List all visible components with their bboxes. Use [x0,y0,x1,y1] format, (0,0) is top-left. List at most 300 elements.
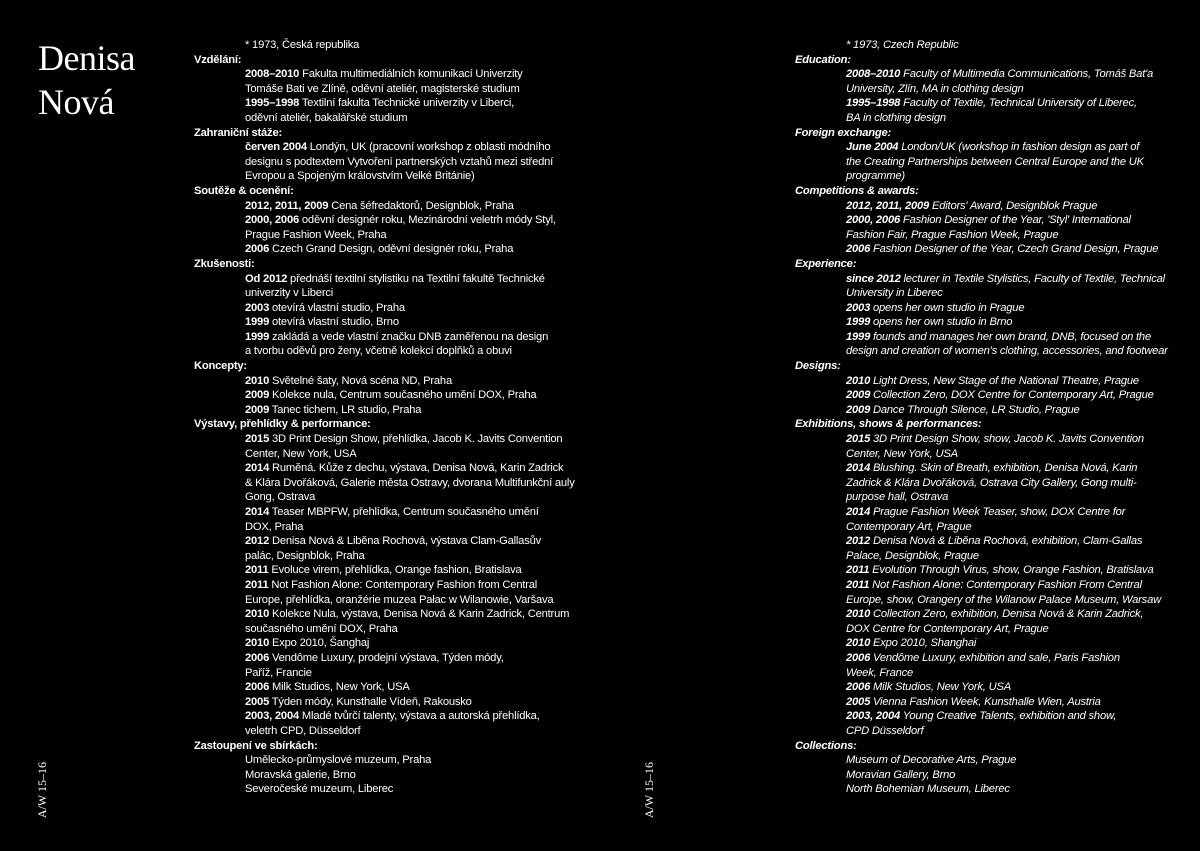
cv-entry [245,140,574,184]
birth-line: * 1973, Česká republika [245,39,360,51]
cv-entry [245,388,574,403]
entry-year: Od 2012 [245,272,288,285]
entry-text: Moravská galerie, Brno [245,768,356,781]
cv-entry [245,374,574,389]
cv-entry [245,330,574,359]
cv-entry [846,563,1175,578]
entry-text: Denisa Nová & Liběna Rochová, exhibition, Clam-Gallas [870,535,1143,548]
cv-entry [245,607,574,636]
entry-year: 2014 [245,506,270,518]
entry-text: Fashion Designer of the Year, 'Styl' International [900,214,1131,227]
entry-line [245,607,574,622]
entry-text: Contemporary Art, Prague [846,520,972,533]
entry-text: Young Creative Talents, exhibition and show, [900,710,1117,723]
entry-year: 2000, 2006 [245,214,299,227]
entry-line [846,695,1175,710]
entry-line [846,286,1175,301]
entry-year: 2012 [846,535,871,548]
entry-text: Collection Zero, DOX Centre for Contemporary Art, Prague [870,389,1154,402]
entry-text: DOX Centre for Contemporary Art, Prague [846,622,1049,635]
entry-line [846,578,1175,593]
entry-year: 2011 [245,564,269,577]
page-folio: A/W 15–16 [642,762,656,819]
entry-line [245,315,574,330]
cv-entry [245,505,574,534]
cv-entry [846,96,1175,125]
entry-line [846,82,1175,97]
entry-text: Milk Studios, New York, USA [269,681,410,694]
cv-czech [194,38,574,797]
entry-year: 2005 [245,695,270,708]
entry-text: současného umění DOX, Praha [245,622,398,635]
entry-line [245,272,574,287]
entry-line [245,213,574,228]
entry-text: Palace, Designblok, Prague [846,549,979,562]
first-name: Denisa [38,38,135,78]
entry-year: 2006 [846,681,871,694]
cv-entry [846,432,1175,461]
entry-text: University, Zlín, MA in clothing design [846,82,1024,95]
section-heading: Experience: [795,257,857,270]
entry-line [846,111,1175,126]
entry-text: design and creation of women's clothing, accessories, and footwear [846,345,1168,358]
entry-text: Czech Grand Design, oděvní designér roku, Praha [269,243,514,256]
entry-line [245,593,574,608]
entry-year: 2014 [846,462,871,475]
entry-line [245,709,574,724]
entry-text: Fashion Designer of the Year, Czech Grand Design, Prague [870,243,1159,256]
entry-line [846,213,1175,228]
entry-line [846,680,1175,695]
entry-year: 1995–1998 [245,97,300,110]
entry-year: 1999 [846,316,871,329]
entry-text: Teaser MBPFW, přehlídka, Centrum současného umění [269,506,539,518]
entry-line [245,753,574,768]
entry-year: 2011 [846,564,870,577]
entry-line [846,476,1175,491]
entry-line [846,505,1175,520]
entry-line [846,301,1175,316]
entry-line [846,461,1175,476]
entry-text: Vendôme Luxury, exhibition and sale, Paris Fashion [870,651,1120,664]
entry-text: Rumĕná. Kůže z dechu, výstava, Denisa Nová, Karin Zadrick [269,462,564,475]
entry-line [846,549,1175,564]
designer-name [38,36,135,124]
entry-line [245,768,574,783]
entry-line [245,82,574,97]
entry-text: Umělecko-průmyslové muzeum, Praha [245,754,432,767]
entry-line [245,622,574,637]
entry-line [846,651,1175,666]
entry-year: 2008–2010 [846,68,901,81]
entry-text: Denisa Nová & Liběna Rochová, výstava Clam-Gallasův [269,535,541,548]
entry-year: 2010 [245,374,270,387]
entry-line [245,432,574,447]
entry-text: Paříž, Francie [245,666,312,679]
entry-line [245,403,574,418]
entry-year: 2012, 2011, 2009 [846,199,930,212]
entry-line [846,330,1175,345]
cv-entry [846,301,1175,316]
cv-entry [245,753,574,768]
entry-line [245,447,574,462]
entry-year: 1999 [245,316,270,329]
entry-text: zakládá a vede vlastní značku DNB zaměřenou na design [269,330,549,343]
entry-text: Londýn, UK (pracovní workshop z oblasti módního [306,141,551,154]
entry-text: Mladé tvůrčí talenty, výstava a autorská přehlídka, [299,710,540,723]
section-heading: Collections: [795,739,857,752]
section-heading: Education: [795,53,851,66]
entry-line [846,67,1175,82]
entry-text: 3D Print Design Show, přehlídka, Jacob K. Javits Convention [269,433,563,446]
cv-entry [245,403,574,418]
entry-text: Faculty of Multimedia Communications, Tomáš Bat'a [900,68,1154,81]
entry-text: oděvní ateliér, bakalářské studium [245,111,408,124]
entry-line [846,344,1175,359]
entry-line [846,636,1175,651]
section-heading: Competitions & awards: [795,184,919,197]
entry-text: purpose hall, Ostrava [846,491,949,504]
entry-text: the Creating Partnerships between Central Europe and the UK [846,155,1144,168]
entry-line [245,388,574,403]
entry-text: University in Liberec [846,287,943,300]
entry-year: 2006 [245,681,270,694]
entry-text: Not Fashion Alone: Contemporary Fashion from Central [268,578,538,591]
entry-line [245,111,574,126]
entry-text: Vienna Fashion Week, Kunsthalle Wien, Austria [870,695,1101,708]
entry-line [846,724,1175,739]
cv-entry [846,330,1175,359]
entry-line [846,593,1175,608]
cv-entry [245,636,574,651]
cv-entry [245,578,574,607]
cv-entry [846,607,1175,636]
entry-line [245,578,574,593]
entry-text: programme) [846,170,905,183]
cv-entry [846,403,1175,418]
cv-entry [245,768,574,783]
section-heading: Výstavy, přehlídky & performance: [194,418,371,431]
entry-text: Moravian Gallery, Brno [846,768,956,781]
entry-year: 2010 [846,637,871,650]
entry-line [245,549,574,564]
entry-line [245,520,574,535]
cv-entry [846,272,1175,301]
entry-year: 2015 [846,433,871,446]
cv-english [795,38,1175,797]
entry-text: Tomáše Bati ve Zlíně, oděvní ateliér, magisterské studium [245,82,520,95]
entry-text: Prague Fashion Week, Praha [245,228,387,241]
entry-year: 2003 [245,301,270,314]
entry-line [846,607,1175,622]
entry-line [245,666,574,681]
entry-line [245,199,574,214]
entry-text: Evoluce virem, přehlídka, Orange fashion, Bratislava [268,564,522,577]
entry-line [245,374,574,389]
entry-year: 2003 [846,301,871,314]
entry-line [245,140,574,155]
entry-line [846,782,1175,797]
cv-entry [245,213,574,242]
cv-entry [846,315,1175,330]
cv-entry [245,680,574,695]
entry-text: Textilní fakulta Technické univerzity v Liberci, [299,97,515,110]
entry-text: Kolekce Nula, výstava, Denisa Nová & Karin Zadrick, Centrum [269,608,570,621]
entry-text: přednáší textilní stylistiku na Textilní fakultě Technické [287,272,545,285]
last-name: Nová [38,82,114,122]
entry-line [846,199,1175,214]
entry-line [846,666,1175,681]
cv-entry [846,753,1175,768]
entry-text: oděvní designér roku, Mezinárodní veletrh módy Styl, [299,214,556,227]
entry-text: Week, France [846,666,914,679]
entry-year: 2006 [846,243,871,256]
entry-line [245,67,574,82]
entry-line [846,432,1175,447]
entry-line [245,301,574,316]
section-heading: Designs: [795,360,841,373]
entry-text: Light Dress, New Stage of the National Theatre, Prague [870,374,1139,387]
entry-text: BA in clothing design [846,111,946,124]
entry-year: 2009 [245,403,270,416]
entry-line [245,651,574,666]
entry-text: Gong, Ostrava [245,491,316,504]
entry-year: since 2012 [846,272,901,285]
entry-year: 2003, 2004 [245,710,299,723]
entry-line [245,96,574,111]
section-heading: Zkušenosti: [194,257,255,270]
entry-year: 2005 [846,695,871,708]
entry-line [846,374,1175,389]
entry-line [846,490,1175,505]
entry-text: Not Fashion Alone: Contemporary Fashion From Central [869,578,1142,591]
entry-line [846,388,1175,403]
entry-year: 1999 [846,330,871,343]
entry-year: 2010 [245,637,270,650]
entry-text: Editors' Award, Designblok Prague [929,199,1098,212]
entry-line [245,461,574,476]
cv-entry [846,534,1175,563]
entry-year: 2014 [846,506,871,518]
entry-text: Fakulta multimediálních komunikací Univerzity [299,68,523,81]
entry-line [245,242,574,257]
cv-entry [846,651,1175,680]
entry-line [846,96,1175,111]
entry-text: designu s podtextem Vytvoření partnerských vztahů mezi střední [245,155,554,168]
entry-line [245,505,574,520]
entry-text: DOX, Praha [245,520,304,533]
entry-line [846,315,1175,330]
entry-line [245,169,574,184]
entry-text: Dance Through Silence, LR Studio, Prague [870,403,1080,416]
cv-entry [846,67,1175,96]
cv-entry [846,578,1175,607]
cv-entry [846,213,1175,242]
entry-text: Evropou a Spojeným královstvím Velké Británie) [245,170,475,183]
entry-text: Kolekce nula, Centrum současného umění DOX, Praha [269,389,537,402]
page-folio: A/W 15–16 [35,762,49,819]
entry-text: palác, Designblok, Praha [245,549,365,562]
entry-year: 2011 [846,578,870,591]
entry-year: 2009 [846,389,871,402]
entry-year: 2011 [245,578,269,591]
section-heading: Zastoupení ve sbírkách: [194,739,318,752]
entry-line [846,622,1175,637]
cv-entry [245,242,574,257]
entry-year: 2003, 2004 [846,710,900,723]
entry-line [846,272,1175,287]
entry-text: Evolution Through Virus, show, Orange Fashion, Bratislava [869,564,1154,577]
cv-entry [245,782,574,797]
entry-line [846,140,1175,155]
entry-text: veletrh CPD, Düsseldorf [245,724,361,737]
cv-entry [245,709,574,738]
section-heading: Foreign exchange: [795,126,892,139]
cv-entry [245,301,574,316]
cv-entry [245,315,574,330]
entry-text: opens her own studio in Prague [870,301,1025,314]
cv-entry [846,374,1175,389]
entry-text: Milk Studios, New York, USA [870,681,1012,694]
entry-line [846,447,1175,462]
entry-line [245,476,574,491]
entry-year: 2006 [245,651,270,664]
entry-line [245,286,574,301]
entry-year: 2015 [245,433,270,446]
entry-text: North Bohemian Museum, Liberec [846,783,1010,796]
entry-line [846,520,1175,535]
entry-text: Europe, přehlídka, oranžérie muzea Pałac w Wilanowie, Varšava [245,593,554,606]
entry-text: Expo 2010, Šanghaj [269,637,370,650]
entry-year: 2006 [846,651,871,664]
entry-line [846,768,1175,783]
cv-entry [245,432,574,461]
entry-year: 2012, 2011, 2009 [245,199,329,212]
entry-line [846,228,1175,243]
entry-text: Severočeské muzeum, Liberec [245,783,394,796]
cv-entry [245,96,574,125]
section-heading: Zahraniční stáže: [194,126,282,139]
entry-text: Prague Fashion Week Teaser, show, DOX Centre for [870,506,1126,518]
entry-text: Vendôme Luxury, prodejní výstava, Týden módy, [269,651,504,664]
entry-line [245,695,574,710]
entry-line [245,680,574,695]
cv-entry [245,695,574,710]
section-heading: Exhibitions, shows & performances: [795,418,982,431]
entry-text: Světelné šaty, Nová scéna ND, Praha [269,374,452,387]
cv-entry [245,272,574,301]
cv-entry [846,388,1175,403]
entry-text: Blushing. Skin of Breath, exhibition, Denisa Nová, Karin [870,462,1138,475]
entry-text: CPD Düsseldorf [846,724,924,737]
entry-text: London/UK (workshop in fashion design as part of [898,141,1140,154]
entry-text: Zadrick & Klára Dvořáková, Ostrava City Gallery, Gong multi- [846,476,1137,489]
entry-text: Fashion Fair, Prague Fashion Week, Prague [846,228,1059,241]
entry-text: otevírá vlastní studio, Brno [269,316,399,329]
entry-year: 2010 [846,608,871,621]
cv-entry [846,782,1175,797]
entry-year: 1995–1998 [846,97,901,110]
entry-line [245,155,574,170]
entry-year: 2014 [245,462,270,475]
entry-line [846,155,1175,170]
cv-entry [846,140,1175,184]
cv-entry [846,242,1175,257]
birth-line: * 1973, Czech Republic [846,39,959,51]
entry-text: univerzity v Liberci [245,287,334,300]
entry-year: 2008–2010 [245,68,300,81]
section-heading: Vzdělání: [194,53,242,66]
entry-line [245,534,574,549]
entry-line [846,563,1175,578]
cv-entry [846,709,1175,738]
entry-line [245,563,574,578]
entry-text: Europe, show, Orangery of the Wilanow Palace Museum, Warsaw [846,593,1161,606]
entry-line [846,753,1175,768]
section-heading: Soutěže & ocenění: [194,184,294,197]
entry-year: 2009 [245,389,270,402]
entry-text: otevírá vlastní studio, Praha [269,301,405,314]
entry-year: 2009 [846,403,871,416]
entry-text: Tanec tichem, LR studio, Praha [269,403,422,416]
cv-entry [245,461,574,505]
entry-line [245,228,574,243]
entry-line [846,534,1175,549]
cv-entry [245,67,574,96]
entry-text: Cena šéfredaktorů, Designblok, Praha [328,199,514,212]
cv-entry [245,199,574,214]
entry-line [245,636,574,651]
entry-text: founds and manages her own brand, DNB, focused on the [870,330,1151,343]
cv-entry [846,768,1175,783]
entry-year: June 2004 [846,141,899,154]
entry-line [245,490,574,505]
entry-text: Collection Zero, exhibition, Denisa Nová & Karin Zadrick, [870,608,1144,621]
entry-year: 1999 [245,330,270,343]
section-heading: Koncepty: [194,360,247,373]
entry-text: opens her own studio in Brno [870,316,1013,329]
entry-text: a tvorbu oděvů pro ženy, včetně kolekcí doplňků a obuvi [245,345,512,358]
cv-entry [846,505,1175,534]
entry-text: Týden módy, Kunsthalle Vídeň, Rakousko [269,695,472,708]
entry-line [245,344,574,359]
entry-line [846,403,1175,418]
cv-entry [245,651,574,680]
entry-line [846,242,1175,257]
entry-year: 2000, 2006 [846,214,900,227]
entry-line [245,782,574,797]
entry-line [245,724,574,739]
entry-line [245,330,574,345]
entry-text: & Klára Dvořáková, Galerie města Ostravy, dvorana Multifunkční auly [245,476,575,489]
cv-entry [245,563,574,578]
entry-text: Expo 2010, Shanghai [870,637,977,650]
entry-text: Center, New York, USA [245,447,357,460]
cv-entry [245,534,574,563]
entry-text: Museum of Decorative Arts, Prague [846,754,1017,767]
entry-year: 2006 [245,243,270,256]
entry-text: 3D Print Design Show, show, Jacob K. Javits Convention [870,433,1144,446]
cv-entry [846,695,1175,710]
cv-entry [846,199,1175,214]
entry-year: 2010 [245,608,270,621]
entry-text: Faculty of Textile, Technical University of Liberec, [900,97,1137,110]
cv-entry [846,461,1175,505]
entry-text: lecturer in Textile Stylistics, Faculty of Textile, Technical [900,272,1165,285]
entry-line [846,709,1175,724]
cv-entry [846,636,1175,651]
entry-year: červen 2004 [245,141,307,154]
